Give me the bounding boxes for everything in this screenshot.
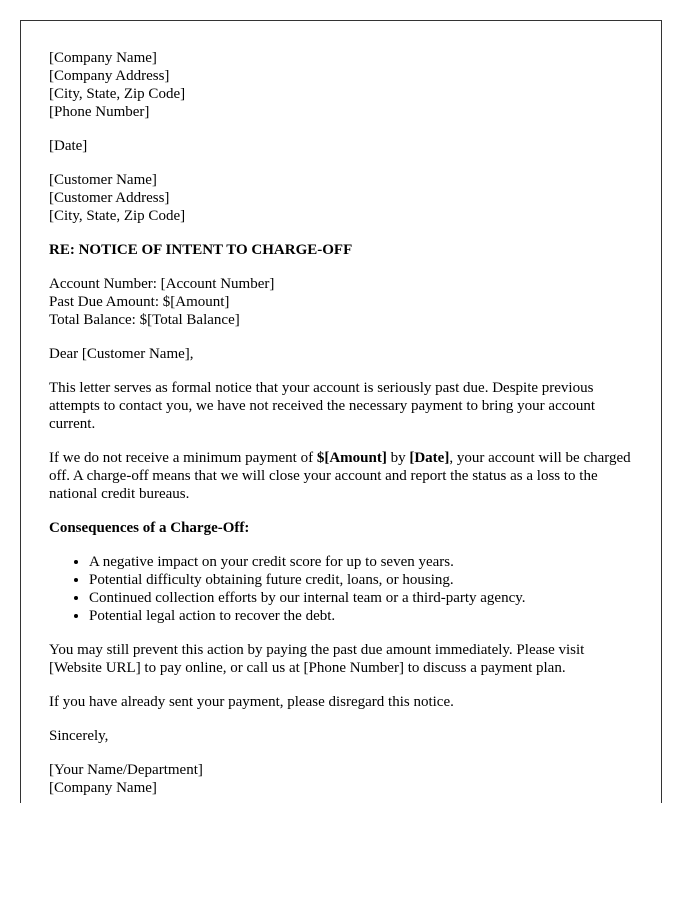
- sender-line: [City, State, Zip Code]: [49, 86, 186, 102]
- recipient-line: [Customer Address]: [49, 190, 170, 206]
- minimum-amount: $[Amount]: [316, 450, 387, 466]
- sender-address: [49, 49, 633, 121]
- letter-date: [Date]: [49, 138, 88, 154]
- deadline-text: by: [386, 450, 410, 466]
- sender-line: [Company Name]: [49, 50, 157, 66]
- consequences-heading-text: Consequences of a Charge-Off:: [49, 520, 250, 536]
- sender-line: [Company Address]: [49, 68, 170, 84]
- deadline-text: , your account will be charged off. A charge-off means that we will close your account and report the status as a loss to the national credit bureaus.: [49, 450, 631, 502]
- paragraph-notice: This letter serves as formal notice that your account is seriously past due. Despite previous attempts to contact you, we have not received the necessary payment to bring your account current.: [49, 380, 596, 432]
- deadline-date: [Date]: [409, 450, 450, 466]
- deadline-text: If we do not receive a minimum payment of: [49, 450, 317, 466]
- total-balance: Total Balance: $[Total Balance]: [49, 312, 240, 328]
- signature-line: [Company Name]: [49, 780, 157, 796]
- paragraph-deadline: [49, 449, 633, 503]
- subject-text: RE: NOTICE OF INTENT TO CHARGE-OFF: [49, 242, 353, 258]
- list-item: • Continued collection efforts by our internal team or a third-party agency.: [89, 589, 633, 607]
- closing: Sincerely,: [49, 728, 109, 744]
- signature: [49, 761, 633, 797]
- recipient-address: [49, 171, 633, 225]
- recipient-line: [City, State, Zip Code]: [49, 208, 186, 224]
- subject-line: [49, 241, 633, 259]
- past-due-amount: Past Due Amount: $[Amount]: [49, 294, 230, 310]
- paragraph-prevent: You may still prevent this action by paying the past due amount immediately. Please visit [Website URL] to pay online, or call us at [Phone Number] to discuss a payment plan.: [49, 642, 585, 676]
- list-item: • A negative impact on your credit score for up to seven years.: [89, 553, 633, 571]
- account-number: Account Number: [Account Number]: [49, 276, 275, 292]
- paragraph-disregard: If you have already sent your payment, please disregard this notice.: [49, 694, 454, 710]
- signature-line: [Your Name/Department]: [49, 762, 203, 778]
- list-item: • Potential difficulty obtaining future credit, loans, or housing.: [89, 571, 633, 589]
- salutation: Dear [Customer Name],: [49, 346, 194, 362]
- letter-page: [20, 20, 662, 803]
- consequences-heading: [49, 519, 633, 537]
- recipient-line: [Customer Name]: [49, 172, 157, 188]
- list-item: • Potential legal action to recover the debt.: [89, 607, 633, 625]
- account-info: [49, 275, 633, 329]
- sender-line: [Phone Number]: [49, 104, 150, 120]
- consequences-list: [49, 553, 633, 625]
